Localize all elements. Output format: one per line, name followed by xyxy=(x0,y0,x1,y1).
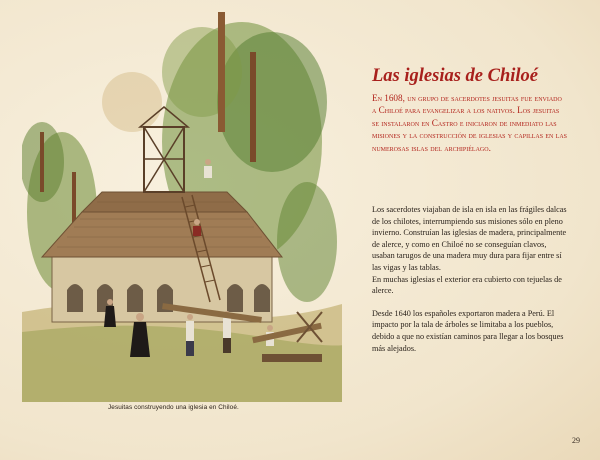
body-text xyxy=(372,204,568,354)
page-number: 29 xyxy=(572,436,580,445)
body-paragraph-1: Los sacerdotes viajaban de isla en isla en las frágiles dalcas de los chilotes, interrumpiendo sus misiones sólo en pleno invierno. Construían las iglesias de madera, principalmente de alerce, y como en Chiloé no se conseguían clavos, usaban tarugos de una madera muy dura para fijar entre sí las vigas y las tablas. xyxy=(372,205,567,272)
illustration-caption: Jesuitas construyendo una iglesia en Chiloé. xyxy=(108,404,239,411)
church-construction-illustration xyxy=(22,12,342,402)
watercolor-illustration xyxy=(22,12,342,402)
body-paragraph-3: Desde 1640 los españoles exportaron madera a Perú. El impacto por la tala de árboles se limitaba a los pueblos, debido a que no existían caminos para llegar a los bosques más alejados. xyxy=(372,308,564,353)
page-title: Las iglesias de Chiloé xyxy=(372,66,538,86)
body-paragraph-2: En muchas iglesias el exterior era cubierto con tejuelas de alerce. xyxy=(372,274,562,296)
lead-paragraph: En 1608, un grupo de sacerdotes jesuitas fue enviado a Chiloé para evangelizar a los nativos. Los jesuitas se instalaron en Castro e iniciaron de inmediato las misiones y la construcción de iglesias y capillas en las numerosas islas del archipiélago. xyxy=(372,93,568,153)
